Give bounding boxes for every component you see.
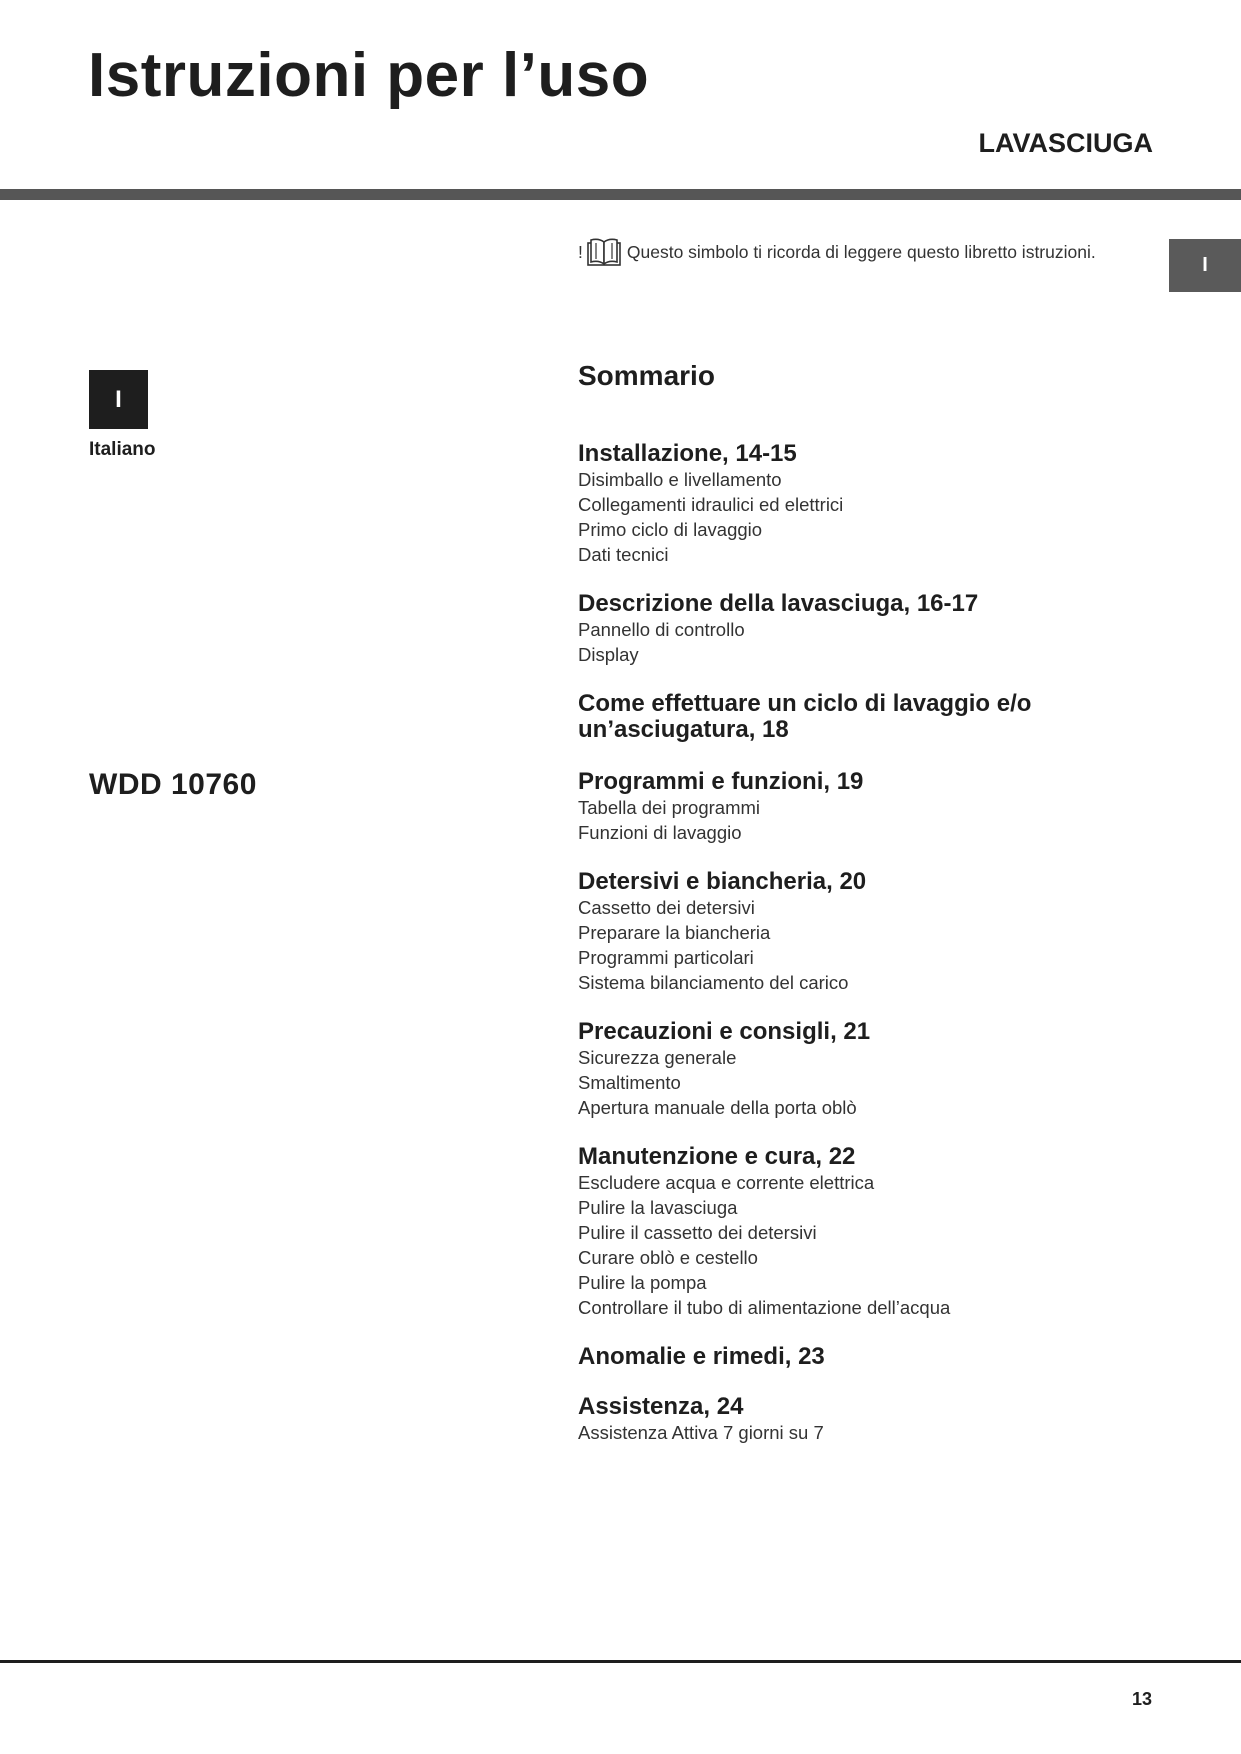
toc-section-anomalie — [578, 1344, 1138, 1370]
read-manual-notice — [578, 238, 1096, 266]
toc-heading: Anomalie e rimedi, 23 — [578, 1343, 825, 1370]
toc-section-assistenza — [578, 1394, 1138, 1445]
toc-item: Programmi particolari — [578, 947, 754, 968]
toc-item: Display — [578, 644, 639, 665]
toc-heading: Programmi e funzioni, 19 — [578, 768, 864, 795]
toc-item: Dati tecnici — [578, 544, 669, 565]
book-icon — [587, 238, 621, 266]
product-type: LAVASCIUGA — [978, 128, 1153, 158]
toc-heading: Detersivi e biancheria, 20 — [578, 868, 867, 895]
header-divider — [0, 189, 1241, 200]
footer-divider — [0, 1660, 1241, 1663]
toc-item: Tabella dei programmi — [578, 797, 761, 818]
toc-item: Pannello di controllo — [578, 619, 745, 640]
toc-heading: Manutenzione e cura, 22 — [578, 1143, 856, 1170]
language-code-box: I — [89, 370, 148, 429]
toc-item: Primo ciclo di lavaggio — [578, 519, 763, 540]
language-label: Italiano — [89, 439, 156, 460]
toc-heading: Assistenza, 24 — [578, 1393, 744, 1420]
toc-heading: Precauzioni e consigli, 21 — [578, 1018, 871, 1045]
toc-heading: Descrizione della lavasciuga, 16-17 — [578, 590, 979, 617]
table-of-contents — [578, 441, 1138, 1469]
toc-item: Sistema bilanciamento del carico — [578, 972, 849, 993]
toc-item: Escludere acqua e corrente elettrica — [578, 1172, 875, 1193]
document-title: Istruzioni per l’uso — [88, 41, 650, 110]
exclamation-mark: ! — [578, 241, 583, 262]
toc-item: Apertura manuale della porta oblò — [578, 1097, 857, 1118]
toc-section-ciclo — [578, 691, 1138, 743]
toc-item: Pulire la lavasciuga — [578, 1197, 738, 1218]
toc-section-installazione — [578, 441, 1138, 567]
toc-section-descrizione — [578, 591, 1138, 667]
toc-item: Preparare la biancheria — [578, 922, 771, 943]
toc-item: Pulire il cassetto dei detersivi — [578, 1222, 817, 1243]
toc-item: Curare oblò e cestello — [578, 1247, 758, 1268]
toc-section-detersivi — [578, 869, 1138, 995]
toc-item: Controllare il tubo di alimentazione dell’acqua — [578, 1297, 951, 1318]
toc-item: Assistenza Attiva 7 giorni su 7 — [578, 1422, 824, 1443]
page-number: 13 — [1131, 1689, 1152, 1709]
toc-section-precauzioni — [578, 1019, 1138, 1120]
toc-item: Pulire la pompa — [578, 1272, 707, 1293]
notice-text: Questo simbolo ti ricorda di leggere questo libretto istruzioni. — [626, 241, 1096, 262]
toc-item: Disimballo e livellamento — [578, 469, 782, 490]
toc-item: Sicurezza generale — [578, 1047, 737, 1068]
language-side-tab: I — [1169, 239, 1241, 292]
toc-section-manutenzione — [578, 1144, 1138, 1320]
toc-item: Cassetto dei detersivi — [578, 897, 755, 918]
toc-heading: Installazione, 14-15 — [578, 440, 797, 467]
toc-item: Collegamenti idraulici ed elettrici — [578, 494, 844, 515]
toc-section-programmi — [578, 769, 1138, 845]
toc-title: Sommario — [578, 360, 715, 391]
model-number: WDD 10760 — [89, 768, 257, 801]
toc-heading: Come effettuare un ciclo di lavaggio e/o un’asciugatura, 18 — [578, 690, 1032, 743]
toc-item: Smaltimento — [578, 1072, 681, 1093]
toc-item: Funzioni di lavaggio — [578, 822, 742, 843]
